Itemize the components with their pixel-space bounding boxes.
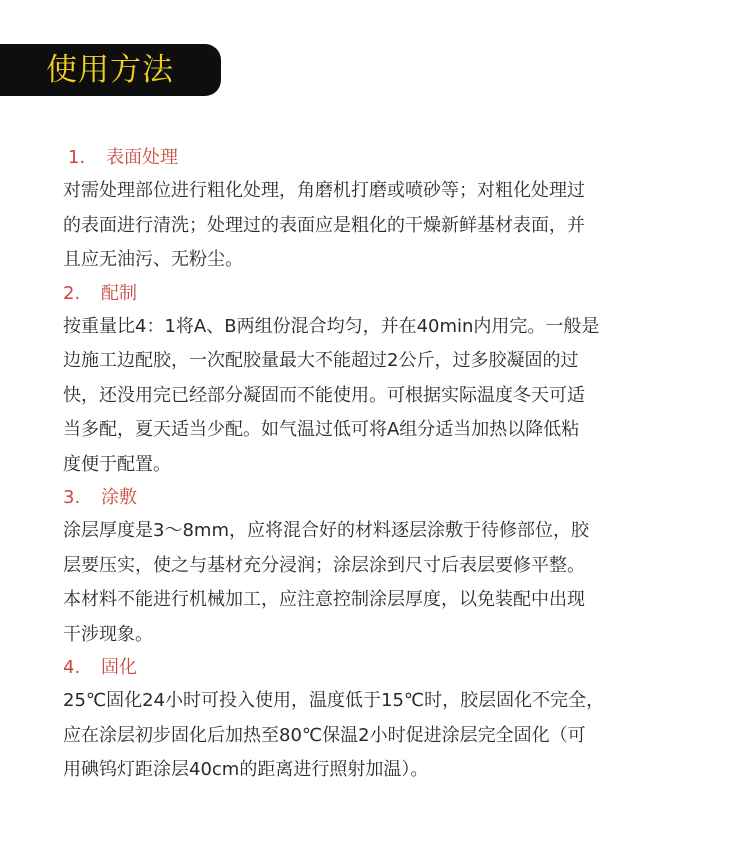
section-body-surface-treatment xyxy=(63,174,703,278)
instructions-list xyxy=(63,142,703,788)
section-heading-mixing xyxy=(63,278,703,310)
body-line: 涂层厚度是3～8mm，应将混合好的材料逐层涂敷于待修部位，胶 xyxy=(63,520,589,541)
page-title: 使用方法 xyxy=(46,52,174,88)
body-line: 用碘钨灯距涂层40cm的距离进行照射加温）。 xyxy=(63,759,429,780)
section-number: 1. xyxy=(68,147,86,168)
section-title: 涂敷 xyxy=(101,487,137,508)
body-line: 干涉现象。 xyxy=(63,623,153,645)
body-line: 当多配，夏天适当少配。如气温过低可将A组分适当加热以降低粘 xyxy=(63,419,580,440)
body-line: 对需处理部位进行粗化处理，角磨机打磨或喷砂等；对粗化处理过 xyxy=(63,180,585,201)
section-body-curing xyxy=(63,684,703,788)
body-line: 本材料不能进行机械加工，应注意控制涂层厚度，以免装配中出现 xyxy=(63,589,585,610)
section-number: 4. xyxy=(63,657,81,678)
section-body-mixing xyxy=(63,310,703,483)
title-banner xyxy=(0,44,221,96)
section-title: 配制 xyxy=(101,282,137,304)
body-line: 应在涂层初步固化后加热至80℃保温2小时促进涂层完全固化（可 xyxy=(63,724,586,746)
body-line: 层要压实，使之与基材充分浸润；涂层涂到尺寸后表层要修平整。 xyxy=(63,554,585,576)
section-number: 2. xyxy=(63,282,81,304)
section-title: 表面处理 xyxy=(106,147,178,168)
section-heading-surface-treatment xyxy=(63,142,703,174)
section-title: 固化 xyxy=(101,657,137,678)
body-line: 度便于配置。 xyxy=(63,453,171,475)
body-line: 的表面进行清洗；处理过的表面应是粗化的干燥新鲜基材表面，并 xyxy=(63,214,585,236)
body-line: 按重量比4：1将A、B两组份混合均匀，并在40min内用完。一般是 xyxy=(63,315,600,337)
section-body-coating xyxy=(63,514,703,652)
body-line: 25℃固化24小时可投入使用，温度低于15℃时，胶层固化不完全， xyxy=(63,690,605,711)
body-line: 且应无油污、无粉尘。 xyxy=(63,249,243,270)
body-line: 快，还没用完已经部分凝固而不能使用。可根据实际温度冬天可适 xyxy=(63,384,585,406)
section-heading-curing xyxy=(63,652,703,684)
section-number: 3. xyxy=(63,487,81,508)
section-heading-coating xyxy=(63,482,703,514)
body-line: 边施工边配胶，一次配胶量最大不能超过2公斤，过多胶凝固的过 xyxy=(63,350,579,371)
